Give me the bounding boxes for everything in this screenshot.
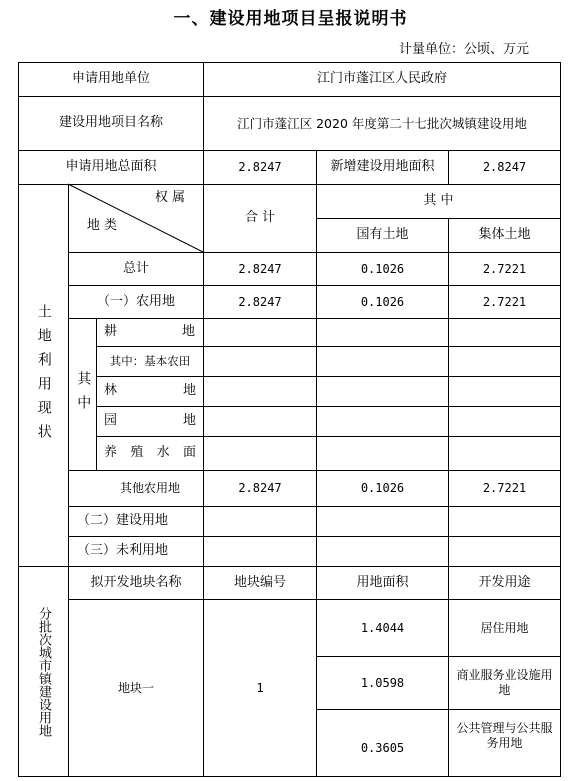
landtype-header: 地 类: [86, 217, 118, 233]
plot-use-header: 开发用途: [478, 574, 531, 590]
row-aquaculture-text: 养 殖 水 面: [104, 445, 196, 461]
applicant-value: 江门市蓬江区人民政府: [316, 71, 447, 87]
row-other-farm-label: 其他农用地: [119, 481, 180, 495]
state-land-header: 国有土地: [356, 227, 409, 243]
collective-land-header: 集体土地: [478, 227, 531, 243]
plot-name-header: 拟开发地块名称: [90, 574, 182, 590]
project-value: 江门市蓬江区 2020 年度第二十七批次城镇建设用地: [237, 115, 527, 131]
document-title: 一、建设用地项目呈报说明书: [173, 9, 408, 29]
plot-item-area: 0.3605: [360, 740, 405, 755]
plot-item-use: 公共管理与公共服务用地: [456, 721, 553, 750]
land-status-side-text: 土地利用现状: [35, 303, 52, 448]
plot-name: 地块一: [117, 680, 154, 695]
plot-item-use: 居住用地: [480, 620, 529, 635]
plot-area-header: 用地面积: [356, 574, 409, 590]
row-aquaculture-label: [97, 437, 203, 470]
total-header: 合 计: [244, 210, 276, 226]
row-other-farm-state: 0.1026: [360, 481, 405, 495]
row-garden-text: 园 地: [104, 413, 196, 429]
ownership-header: 权 属: [154, 189, 186, 205]
new-area-label: 新增建设用地面积: [330, 159, 435, 175]
row-other-farm-collective: 2.7221: [482, 481, 527, 495]
land-status-side-label: [19, 185, 68, 566]
row-farm-total: 2.8247: [238, 294, 282, 309]
of-which-header: 其 中: [423, 193, 454, 209]
project-label: 建设用地项目名称: [58, 115, 163, 131]
row-total-collective: 2.7221: [482, 261, 527, 276]
batch-side-label: [19, 567, 68, 776]
plot-code: 1: [256, 680, 264, 695]
plot-code-header: 地块编号: [233, 574, 286, 590]
row-unused-label: （三）未利用地: [77, 543, 169, 559]
batch-side-text: 分批次城市镇建设用地: [36, 606, 51, 737]
row-farm-label: （一）农用地: [96, 293, 175, 309]
plot-item-area: 1.4044: [360, 620, 405, 635]
row-total-total: 2.8247: [238, 261, 282, 276]
row-forest-label: [97, 377, 203, 406]
of-which-side-label: [69, 319, 96, 470]
total-area-label: 申请用地总面积: [65, 159, 157, 175]
row-farm-state: 0.1026: [360, 294, 405, 309]
of-which-side-text: 其中: [75, 370, 92, 419]
row-forest-text: 林 地: [104, 383, 196, 399]
row-total-state: 0.1026: [360, 261, 405, 276]
row-farm-collective: 2.7221: [482, 294, 527, 309]
row-basic-label: 其中：基本农田: [109, 354, 191, 369]
plot-item-area: 1.0598: [360, 675, 405, 690]
row-total-label: 总计: [122, 260, 149, 276]
total-area-value: 2.8247: [238, 160, 282, 174]
new-area-value: 2.8247: [482, 160, 527, 174]
row-construction-label: （二）建设用地: [77, 513, 169, 529]
plot-item-use: 商业服务业设施用地: [456, 668, 553, 697]
row-other-farm-total: 2.8247: [238, 481, 282, 495]
row-cultivated-text: 耕 地: [104, 324, 196, 340]
row-cultivated-label: [97, 319, 203, 346]
unit-note: 计量单位：公顷、万元: [398, 42, 529, 57]
applicant-label: 申请用地单位: [71, 71, 150, 87]
row-garden-label: [97, 407, 203, 436]
